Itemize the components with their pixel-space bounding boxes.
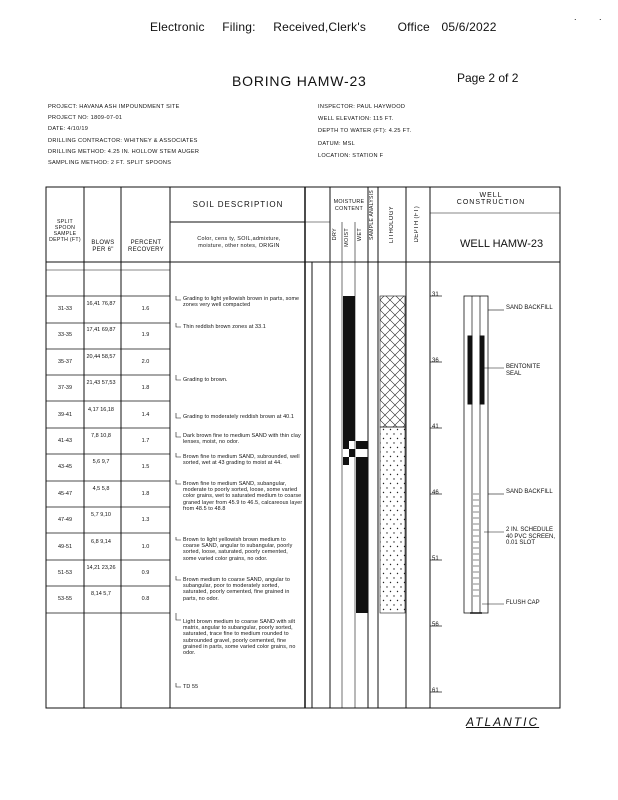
datum: DATUM: MSL — [318, 140, 356, 147]
desc-9: Brown medium to coarse SAND, angular to subangular, poor to moderately sorted, saturated, poorly cemented, fine grained in parts, no odor. — [183, 577, 290, 602]
sample-depth: 43-45 — [57, 464, 73, 470]
sample-blows: 4,17 16,18 — [88, 407, 114, 413]
sample-recovery: 1.8 — [141, 491, 150, 497]
inspector: INSPECTOR: PAUL HAYWOOD — [318, 104, 406, 110]
sample-recovery: 1.5 — [141, 464, 150, 470]
project-name: PROJECT: HAVANA ASH IMPOUNDMENT SITE — [48, 104, 180, 110]
drilling-contractor: DRILLING CONTRACTOR: WHITNEY & ASSOCIATES — [48, 137, 198, 144]
corner-mark: . . — [574, 12, 612, 22]
project-number: PROJECT NO: 1809-07-01 — [48, 115, 123, 122]
sample-depth: 33-35 — [57, 332, 73, 338]
header-dry: DRY — [332, 228, 338, 241]
header-depth: DEPTH (FT) — [414, 206, 420, 243]
stamp-electronic: Electronic — [150, 20, 205, 34]
sample-blows: 16,41 76,87 — [86, 301, 116, 307]
sample-blows: 21,43 57,53 — [86, 380, 116, 386]
desc-td: TD 55 — [183, 684, 199, 690]
depth-tick-51: 51 — [432, 556, 439, 562]
sample-recovery: 1.6 — [141, 306, 150, 312]
desc-6: Brown fine to medium SAND, subrounded, well sorted, wet at 43 grading to moist at 44. — [183, 454, 300, 467]
sample-blows: 20,44 58,57 — [86, 354, 116, 360]
sample-recovery: 0.9 — [141, 570, 150, 576]
header-lithology: LITHOLOGY — [389, 206, 395, 244]
sampling-method: SAMPLING METHOD: 2 FT. SPLIT SPOONS — [48, 160, 172, 167]
lithology-sand — [380, 427, 405, 613]
sample-depth: 35-37 — [57, 359, 73, 365]
label-sand-backfill-bottom: SAND BACKFILL — [506, 489, 553, 495]
sample-depth: 47-49 — [57, 517, 73, 523]
depth-tick-36: 36 — [432, 358, 439, 364]
header-recovery: PERCENT RECOVERY — [128, 240, 164, 253]
header-wet: WET — [357, 228, 363, 242]
sample-depth: 53-55 — [57, 596, 73, 602]
stamp-date: 05/6/2022 — [441, 20, 497, 34]
header-soil-subtitle: Color, cens ty, SOIL,admixture, moisture, other notes, ORIGIN — [197, 236, 281, 249]
description-brackets — [176, 296, 181, 687]
label-screen: 2 IN. SCHEDULE 40 PVC SCREEN, 0.01 SLOT — [506, 527, 556, 546]
header-well-construction: WELL CONSTRUCTION — [456, 192, 526, 206]
sample-depth: 45-47 — [57, 491, 73, 497]
sample-blows: 5,7 9,10 — [91, 512, 111, 518]
sample-depth: 51-53 — [57, 570, 73, 576]
sample-blows: 4,5 5,8 — [92, 486, 110, 492]
desc-4: Grading to moderately reddish brown at 40.1 — [183, 414, 294, 420]
sample-blows: 17,41 69,87 — [86, 327, 116, 333]
page-title: BORING HAMW-23 — [232, 73, 367, 89]
stamp-received: Received,Clerk's — [273, 20, 367, 34]
sample-recovery: 2.0 — [141, 359, 150, 365]
sample-depth: 37-39 — [57, 385, 73, 391]
location: LOCATION: STATION F — [318, 152, 384, 159]
sample-recovery: 1.3 — [141, 517, 150, 523]
depth-tick-41: 41 — [432, 424, 439, 430]
sample-blows: 8,14 5,7 — [91, 591, 111, 597]
label-flush-cap: FLUSH CAP — [506, 600, 540, 606]
header-moisture: MOISTURE CONTENT — [333, 199, 365, 212]
header-soil-description: SOIL DESCRIPTION — [192, 200, 284, 209]
well-name: WELL HAMW-23 — [460, 238, 544, 250]
desc-8: Brown to light yellowish brown medium to coarse SAND, angular to subangular, poorly sorted, loose, saturated, poorly cemented, some varied color grains, no odor. — [183, 537, 293, 562]
label-bentonite-seal: BENTONITE SEAL — [506, 364, 541, 377]
page-number: Page 2 of 2 — [457, 71, 519, 85]
desc-2: Thin reddish brown zones at 33.1 — [183, 324, 266, 330]
desc-7: Brown fine to medium SAND, subangular, moderate to poorly sorted, loose, some varied color grains, wet to saturated medium to coarse graned layer from 45.9 to 46.5, calcareous layer from 48.5 to 48.8 — [183, 481, 303, 512]
desc-5: Dark brown fine to medium SAND with thin clay lenses, moist, no odor. — [183, 433, 301, 446]
moisture-bars — [343, 296, 368, 613]
header-split-spoon: SPLIT SPOON SAMPLE DEPTH (FT) — [49, 219, 81, 243]
header-blows: BLOWS PER 6" — [91, 240, 115, 253]
sample-recovery: 1.9 — [141, 332, 150, 338]
sample-recovery: 1.0 — [141, 544, 150, 550]
lithology-crosshatch — [380, 296, 405, 427]
sample-blows: 7,8 10,8 — [91, 433, 111, 439]
stamp-filing: Filing: — [222, 20, 256, 34]
drilling-method: DRILLING METHOD: 4.25 IN. HOLLOW STEM AUGER — [48, 148, 200, 155]
sample-recovery: 1.7 — [141, 438, 150, 444]
sample-blows: 6,8 9,14 — [91, 539, 111, 545]
sample-depth: 49-51 — [57, 544, 73, 550]
depth-tick-46: 46 — [432, 490, 439, 496]
desc-1: Grading to light yellowish brown in parts, some zones very well compacted — [183, 296, 300, 309]
sample-depth: 41-43 — [57, 438, 73, 444]
well-elevation: WELL ELEVATION: 115 FT. — [318, 116, 394, 123]
depth-tick-56: 56 — [432, 622, 439, 628]
atlantic-logo: ATLANTIC — [466, 715, 540, 729]
sample-blows: 14,21 23,26 — [86, 565, 116, 571]
sample-recovery: 1.8 — [141, 385, 150, 391]
header-moist: MOIST — [344, 228, 350, 247]
project-date: DATE: 4/10/19 — [48, 126, 89, 133]
header-sample-analysis: SAMPLE ANALYSIS — [369, 190, 375, 240]
label-sand-backfill-top: SAND BACKFILL — [506, 305, 553, 311]
desc-3: Grading to brown. — [183, 377, 228, 383]
sample-blows: 5,6 9,7 — [92, 459, 110, 465]
well-diagram — [464, 296, 504, 613]
sample-recovery: 0.8 — [141, 596, 150, 602]
depth-to-water: DEPTH TO WATER (FT): 4.25 FT. — [318, 128, 412, 135]
stamp-office: Office — [397, 20, 430, 34]
sample-depth: 31-33 — [57, 306, 73, 312]
table-border — [46, 187, 560, 708]
desc-10: Light brown medium to coarse SAND with silt matrix, angular to subangular, poorly sorted, saturated, trace fine to medium rounded to subrounded gravel, poorly cemented, fine grained in parts, some varied color grains, no odor. — [183, 619, 296, 657]
well-screen-slots — [473, 494, 479, 596]
depth-tick-31: 31 — [432, 292, 439, 298]
sample-depth: 39-41 — [57, 412, 73, 418]
depth-tick-61: 61 — [432, 688, 439, 694]
sample-recovery: 1.4 — [141, 412, 150, 418]
